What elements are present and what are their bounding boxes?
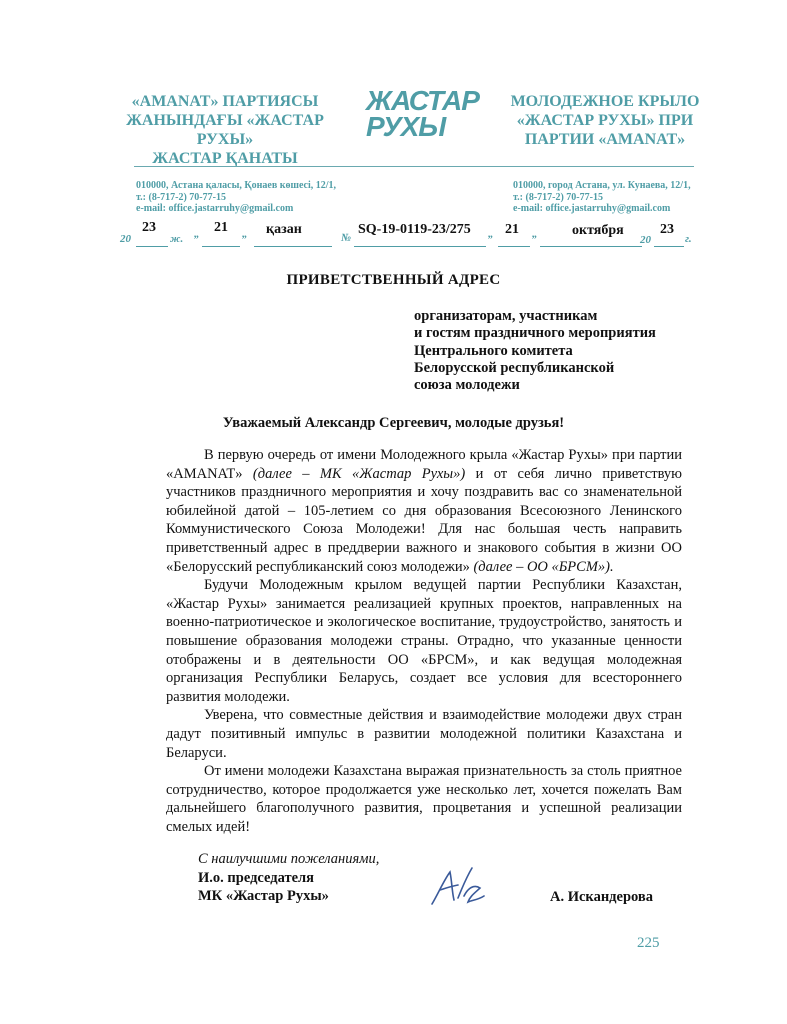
registration-number: SQ-19-0119-23/275 xyxy=(358,222,471,237)
month-name-kz: қазан xyxy=(266,222,302,237)
org-name-kazakh-line-2: ЖАНЫНДАҒЫ «ЖАСТАР РУХЫ» xyxy=(126,112,324,148)
address-russian-line-1: 010000, город Астана, ул. Кунаева, 12/1, xyxy=(513,180,691,191)
logo-line-2: РУХЫ xyxy=(366,111,446,142)
document-title: ПРИВЕТСТВЕННЫЙ АДРЕС xyxy=(286,272,501,288)
logo-line-1: ЖАСТАР xyxy=(366,85,479,116)
address-russian-line-2: т.: (8-717-2) 70-77-15 xyxy=(513,191,603,203)
date-day-kz: 23 xyxy=(142,220,156,235)
org-name-kazakh-line-3: ЖАСТАР ҚАНАТЫ xyxy=(152,150,298,167)
address-russian-line-3: e-mail: office.jastarruhy@gmail.com xyxy=(513,203,671,214)
address-kazakh xyxy=(136,180,336,215)
quote-open-2: „ xyxy=(488,228,494,240)
org-name-kazakh-line-1: «AMANAT» ПАРТИЯСЫ xyxy=(131,93,319,110)
recipient-line-2: и гостям праздничного мероприятия xyxy=(414,325,656,342)
closing-block xyxy=(198,850,379,906)
greeting: Уважаемый Александр Сергеевич, молодые друзья! xyxy=(222,415,565,431)
address-kazakh-line-2: т.: (8-717-2) 70-77-15 xyxy=(136,191,226,203)
address-kazakh-line-1: 010000, Астана қаласы, Қонаев көшесі, 12/1, xyxy=(136,180,337,191)
year-prefix-kz: 20 xyxy=(120,233,131,245)
quote-open-1: „ xyxy=(194,228,200,240)
recipient-line-4: Белорусской республиканской xyxy=(414,359,615,376)
date-month-kz: 21 xyxy=(214,220,228,235)
quote-close-1: „ xyxy=(242,228,248,240)
org-name-kazakh xyxy=(114,92,336,168)
date-day-ru: 21 xyxy=(505,222,519,237)
recipient-line-5: союза молодежи xyxy=(414,377,520,394)
address-russian xyxy=(513,180,691,215)
position-line-1: И.о. председателя xyxy=(198,869,315,886)
paragraph-1: В первую очередь от имени Молодежного крыла «Жастар Рухы» при партии «AMANAT» (далее – МК «Жастар Рухы») и от себя лично приветствую участников праздничного мероприятия и хочу поздравить вас со знаменательной юбилейной датой – 105-летием со дня образования Всесоюзного Ленинского Коммунистического Союза Молодежи! Для нас большая честь направить приветственный адрес в преддверии важного и знакового события в жизни ОО «Белорусский республиканский союз молодежи» (далее – ОО «БРСМ»). xyxy=(166,447,683,575)
date-year-ru: 23 xyxy=(660,222,674,237)
org-name-russian-line-3: ПАРТИИ «AMANAT» xyxy=(524,131,686,148)
page-number: 225 xyxy=(637,935,660,951)
header-divider xyxy=(134,166,694,167)
label-zh: ж. xyxy=(170,233,184,245)
paragraph-3: Уверена, что совместные действия и взаимодействие молодежи двух стран дадут позитивный импульс в развитии молодежной политики Казахстана и Беларуси. xyxy=(166,707,682,761)
letter-body xyxy=(166,446,682,836)
jastar-ruhy-logo xyxy=(366,85,496,142)
org-name-russian-line-2: «ЖАСТАР РУХЫ» ПРИ xyxy=(516,112,694,129)
address-kazakh-line-3: e-mail: office.jastarruhy@gmail.com xyxy=(136,203,294,214)
registration-line xyxy=(120,220,692,250)
label-g: г. xyxy=(685,233,692,245)
paragraph-2: Будучи Молодежным крылом ведущей партии Республики Казахстан, «Жастар Рухы» занимается реализацией крупных проектов, направленных на военно-патриотическое и экологическое воспитание, трудоустройство, занятость и повышение образования молодежи страны. Отрадно, что указанные ценности отображены и в деятельности ОО «БРСМ», и как ведущая молодежная организация Республики Беларусь, создает все условия для всестороннего развития молодежи. xyxy=(166,577,682,705)
label-number: № xyxy=(341,232,352,244)
handwritten-signature xyxy=(428,858,488,914)
recipient-block xyxy=(414,308,656,394)
month-name-ru: октября xyxy=(572,223,624,238)
closing-wish: С наилучшими пожеланиями, xyxy=(198,851,380,867)
recipient-line-3: Центрального комитета xyxy=(414,342,573,359)
paragraph-4: От имени молодежи Казахстана выражая признательность за столь приятное сотрудничество, которое продолжается уже несколько лет, хочется пожелать Вам дальнейшего благополучного развития, процветания и успешной реализации смелых идей! xyxy=(166,763,682,835)
org-name-russian-line-1: МОЛОДЕЖНОЕ КРЫЛО xyxy=(510,93,700,110)
position-line-2: МК «Жастар Рухы» xyxy=(198,888,329,904)
quote-close-2: „ xyxy=(532,228,538,240)
year-prefix-ru: 20 xyxy=(640,234,651,246)
signer-name: А. Искандерова xyxy=(550,889,653,905)
org-name-russian xyxy=(494,92,716,149)
recipient-line-1: организаторам, участникам xyxy=(414,308,598,324)
